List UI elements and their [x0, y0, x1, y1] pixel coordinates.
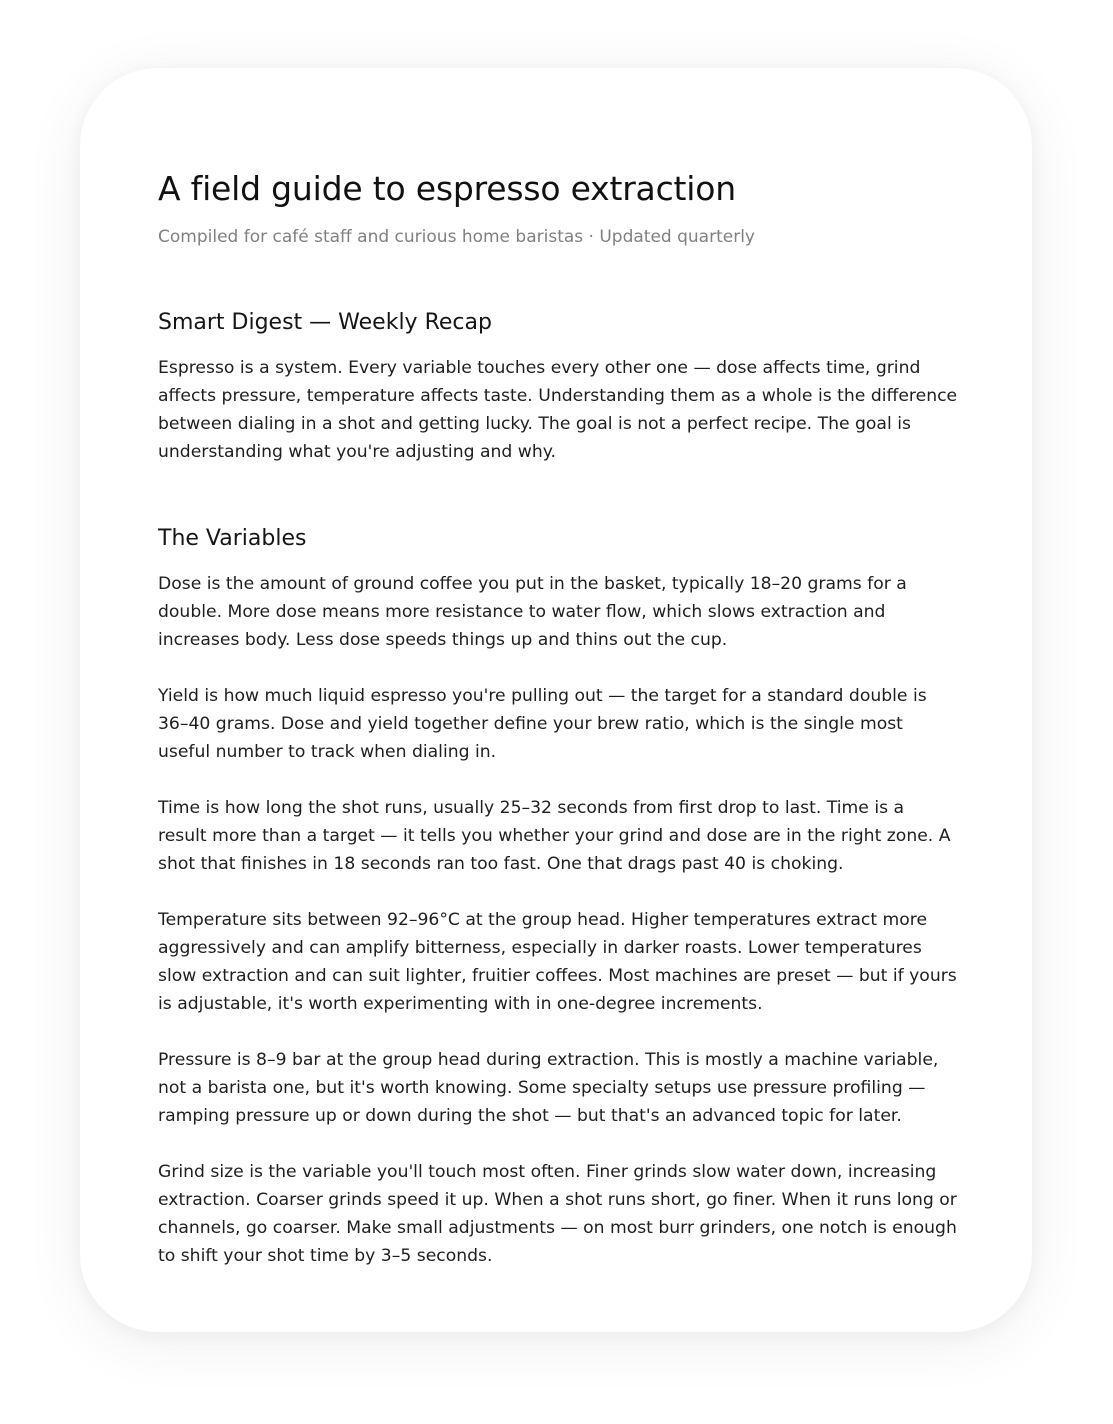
document-content [158, 166, 958, 1270]
paragraph-pressure: Pressure is 8–9 bar at the group head during extraction. This is mostly a machine variable, not a barista one, but it's worth knowing. Some specialty setups use pressure profiling — ramping pressure up or down during the shot — but that's an advanced topic for later. [158, 1050, 939, 1126]
paragraph-yield: Yield is how much liquid espresso you're pulling out — the target for a standard double is 36–40 grams. Dose and yield together define your brew ratio, which is the single most useful number to track when dialing in. [158, 686, 927, 762]
paragraph-dose: Dose is the amount of ground coffee you put in the basket, typically 18–20 grams for a double. More dose means more resistance to water flow, which slows extraction and increases body. Less dose speeds things up and thins out the cup. [158, 574, 907, 650]
document-card [80, 68, 1032, 1332]
page-subtitle: Compiled for café staff and curious home baristas · Updated quarterly [158, 227, 755, 247]
section-heading-variables: The Variables [158, 526, 307, 551]
paragraph-temperature: Temperature sits between 92–96°C at the group head. Higher temperatures extract more aggressively and can amplify bitterness, especially in darker roasts. Lower temperatures slow extraction and can suit lighter, fruitier coffees. Most machines are preset — but if yours is adjustable, it's worth experimenting with in one-degree increments. [158, 910, 957, 1014]
section-variables [158, 524, 958, 1270]
paragraph-grind-size: Grind size is the variable you'll touch most often. Finer grinds slow water down, increasing extraction. Coarser grinds speed it up. When a shot runs short, go finer. When it runs long or channels, go coarser. Make small adjustments — on most burr grinders, one notch is enough to shift your shot time by 3–5 seconds. [158, 1162, 957, 1266]
section-smart-digest [158, 308, 958, 466]
digest-paragraph: Espresso is a system. Every variable touches every other one — dose affects time, grind affects pressure, temperature affects taste. Understanding them as a whole is the difference between dialing in a shot and getting lucky. The goal is not a perfect recipe. The goal is understanding what you're adjusting and why. [158, 358, 958, 462]
page-title: A field guide to espresso extraction [158, 169, 736, 208]
section-heading-digest: Smart Digest — Weekly Recap [158, 310, 492, 335]
paragraph-time: Time is how long the shot runs, usually 25–32 seconds from first drop to last. Time is a result more than a target — it tells you whether your grind and dose are in the right zone. A shot that finishes in 18 seconds ran too fast. One that drags past 40 is choking. [158, 798, 951, 874]
